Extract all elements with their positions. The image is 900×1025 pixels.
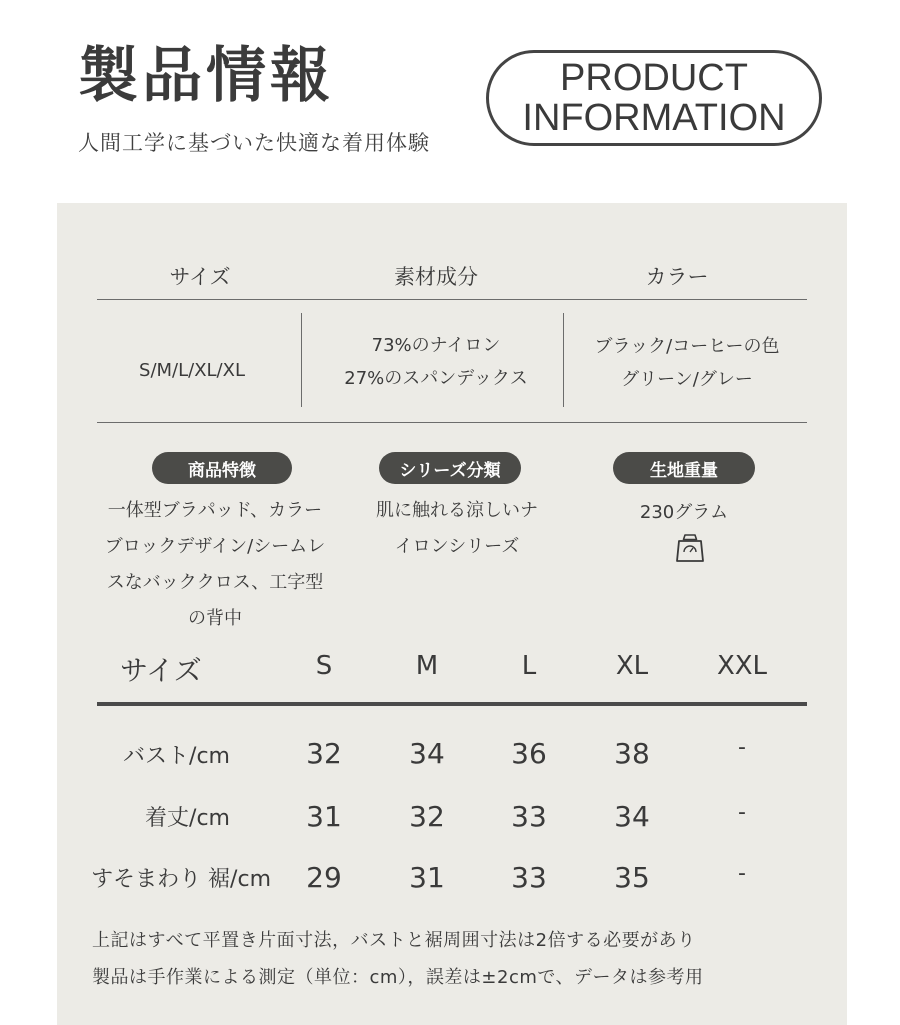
feature-description <box>80 493 350 637</box>
spec-divider-2 <box>563 313 564 407</box>
table-cell: 31 <box>306 800 342 833</box>
table-cell: - <box>738 861 746 886</box>
info-panel <box>57 203 847 1025</box>
page-title: 製品情報 <box>78 41 334 111</box>
table-cell: 34 <box>614 800 650 833</box>
table-cell: - <box>738 800 746 825</box>
series-line: 肌に触れる涼しいナ <box>376 500 538 521</box>
table-cell: 36 <box>511 737 547 770</box>
series-description <box>357 493 557 565</box>
size-col-xl: XL <box>615 651 649 681</box>
size-col-xxl: XXL <box>716 651 768 681</box>
spec-divider-1 <box>301 313 302 407</box>
table-cell: 34 <box>409 737 445 770</box>
size-col-s: S <box>315 651 333 681</box>
spec-header-size: サイズ <box>169 265 231 289</box>
row-label-hem: すそまわり 裾/cm <box>91 867 271 892</box>
pill-line-1: PRODUCT <box>560 57 748 99</box>
badge-series-category: シリーズ分類 <box>379 452 521 484</box>
size-table-divider <box>97 702 807 706</box>
spec-bottom-divider <box>97 422 807 423</box>
scale-icon <box>674 533 706 563</box>
spec-material-line-1: 73%のナイロン <box>371 335 501 356</box>
table-cell: 29 <box>306 861 342 894</box>
feature-line: 一体型ブラパッド、カラー <box>107 500 323 521</box>
spec-material-line-2: 27%のスパンデックス <box>344 368 528 389</box>
product-information-pill <box>486 50 822 146</box>
feature-line: ブロックデザイン/シームレ <box>104 536 326 557</box>
badge-product-features: 商品特徴 <box>152 452 292 484</box>
row-label-length: 着丈/cm <box>145 806 230 831</box>
feature-line: の背中 <box>188 608 242 629</box>
table-cell: 32 <box>409 800 445 833</box>
table-cell: 31 <box>409 861 445 894</box>
feature-line: スなバッククロス、工字型 <box>106 572 324 593</box>
spec-size-value: S/M/L/XL/XL <box>139 360 245 381</box>
spec-header-color: カラー <box>645 265 709 289</box>
size-col-m: M <box>415 651 439 681</box>
size-col-l: L <box>521 651 537 681</box>
spec-header-divider <box>97 299 807 300</box>
spec-color-line-2: グリーン/グレー <box>621 369 753 390</box>
table-cell: 33 <box>511 861 547 894</box>
series-line: イロンシリーズ <box>394 536 520 557</box>
measurement-note-1: 上記はすべて平置き片面寸法，バストと裾周囲寸法は2倍する必要があり <box>92 930 696 951</box>
pill-line-2: INFORMATION <box>522 97 786 139</box>
spec-header-material: 素材成分 <box>394 265 478 289</box>
table-cell: 35 <box>614 861 650 894</box>
weight-value: 230グラム <box>639 502 729 523</box>
spec-color-line-1: ブラック/コーヒーの色 <box>594 336 780 357</box>
table-cell: 33 <box>511 800 547 833</box>
table-cell: 38 <box>614 737 650 770</box>
page-subtitle: 人間工学に基づいた快適な着用体験 <box>78 131 430 155</box>
measurement-note-2: 製品は手作業による測定（単位：cm），誤差は±2cmで、データは参考用 <box>92 967 704 988</box>
size-table-label: サイズ <box>120 654 202 687</box>
row-label-bust: バスト/cm <box>123 744 230 769</box>
table-cell: - <box>738 735 746 760</box>
table-cell: 32 <box>306 737 342 770</box>
badge-fabric-weight: 生地重量 <box>613 452 755 484</box>
